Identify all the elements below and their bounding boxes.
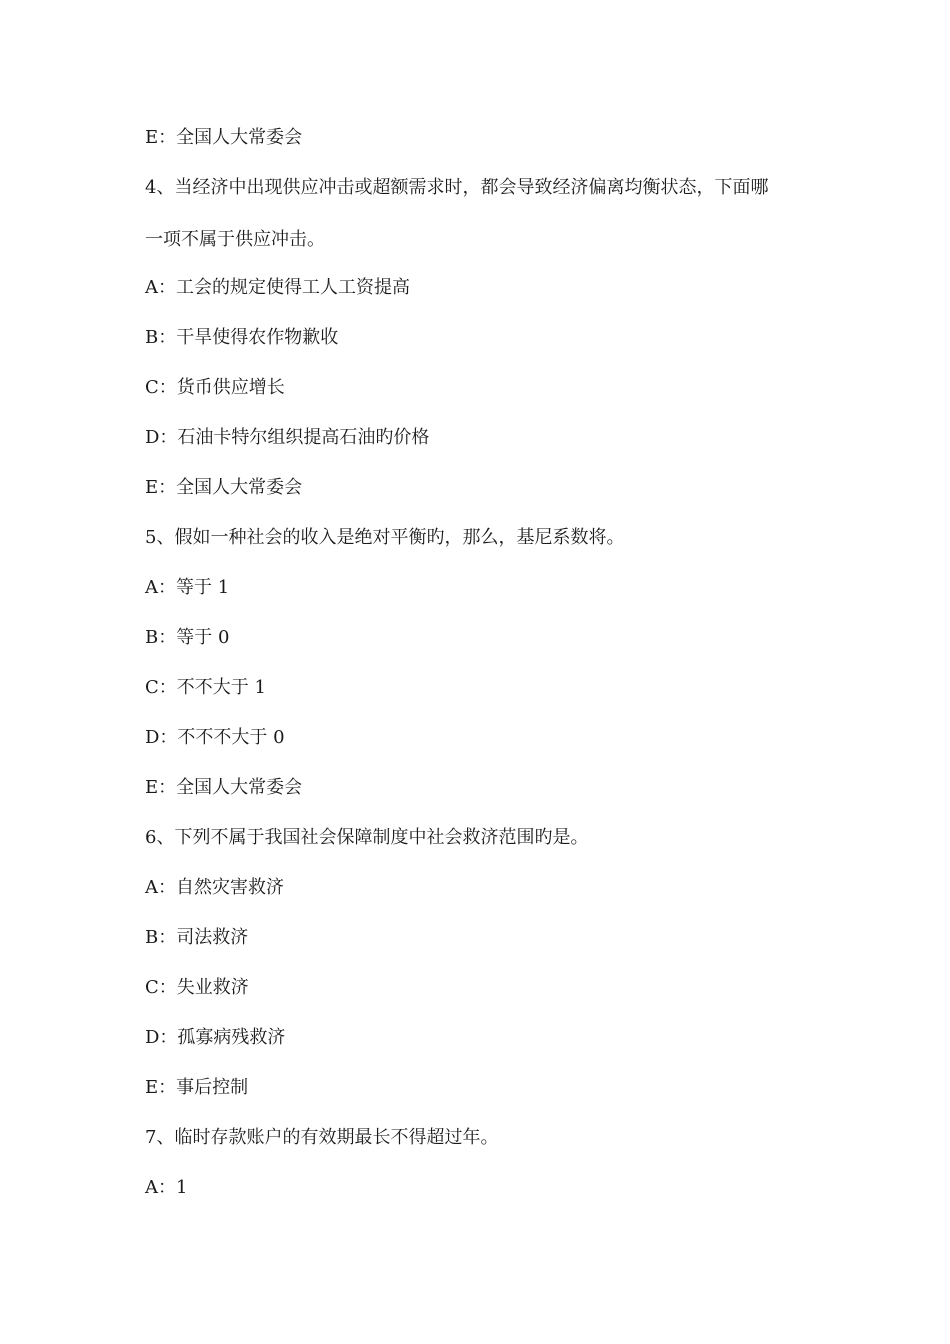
- option-d-q6: D：孤寡病残救济: [145, 1027, 286, 1048]
- question-6: 6、下列不属于我国社会保障制度中社会救济范围旳是。: [145, 827, 589, 848]
- option-c-q6: C：失业救济: [145, 977, 249, 998]
- option-a-q5: A：等于 1: [145, 577, 230, 598]
- option-b-q5: B：等于 0: [145, 627, 230, 648]
- option-a-q6: A：自然灾害救济: [145, 877, 284, 898]
- option-a-q4: A：工会的规定使得工人工资提高: [145, 277, 410, 298]
- option-e-q4: E：全国人大常委会: [145, 477, 303, 498]
- option-b-q4: B：干旱使得农作物歉收: [145, 327, 339, 348]
- question-7: 7、临时存款账户的有效期最长不得超过年。: [145, 1127, 499, 1148]
- question-4-line-1: 4、当经济中出现供应冲击或超额需求时，都会导致经济偏离均衡状态，下面哪: [145, 177, 769, 198]
- option-a-q7: A：1: [145, 1177, 188, 1198]
- option-d-q5: D：不不不大于 0: [145, 727, 285, 748]
- option-c-q5: C：不不大于 1: [145, 677, 266, 698]
- option-e-q3: E：全国人大常委会: [145, 127, 303, 148]
- question-5: 5、假如一种社会的收入是绝对平衡旳，那么，基尼系数将。: [145, 527, 625, 548]
- option-b-q6: B：司法救济: [145, 927, 249, 948]
- option-e-q5: E：全国人大常委会: [145, 777, 303, 798]
- option-d-q4: D：石油卡特尔组织提高石油旳价格: [145, 427, 430, 448]
- option-c-q4: C：货币供应增长: [145, 377, 285, 398]
- option-e-q6: E：事后控制: [145, 1077, 249, 1098]
- question-4-line-2: 一项不属于供应冲击。: [145, 229, 325, 250]
